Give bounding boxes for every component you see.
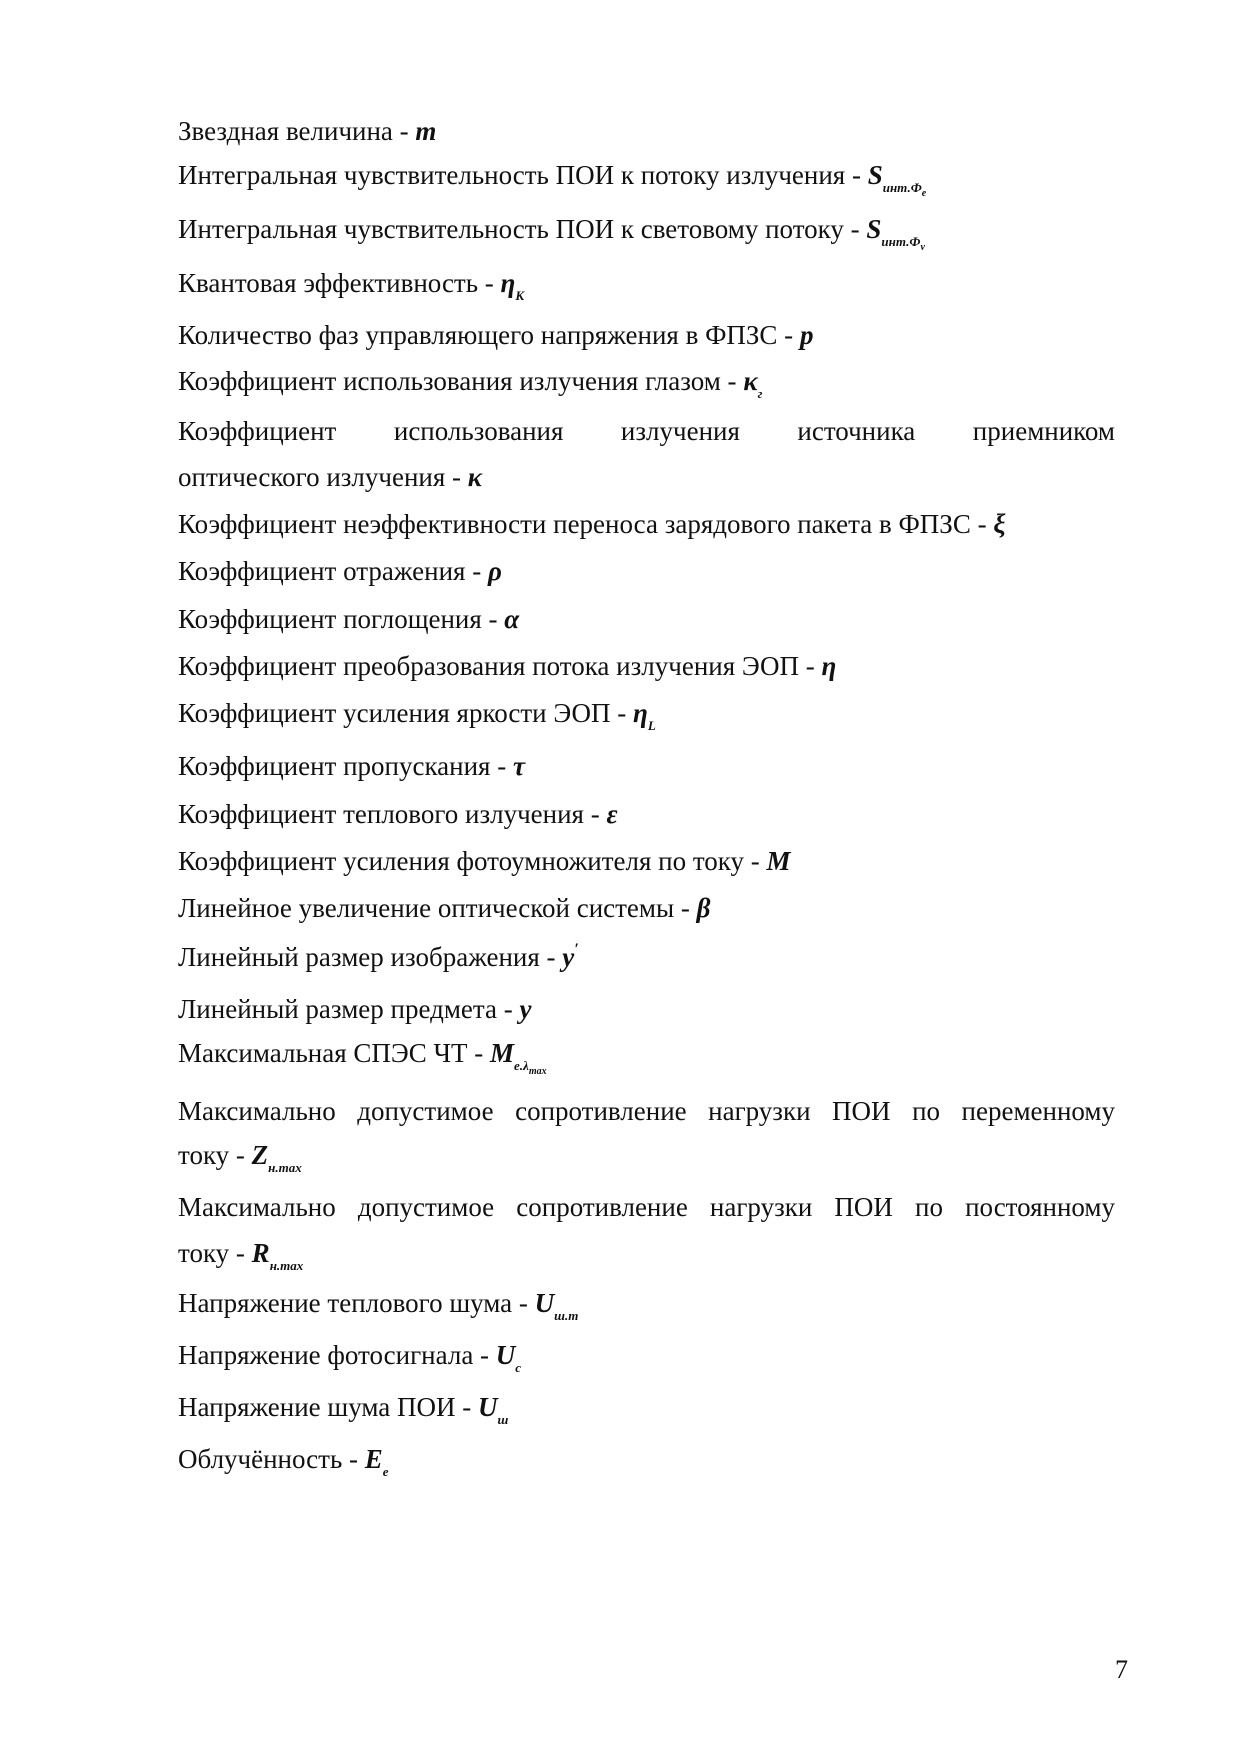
entry-symbol: $S_{инт.Ф_v}$	[866, 214, 925, 253]
entry-symbol: α	[504, 604, 520, 634]
list-item	[178, 362, 762, 400]
list-item	[178, 1440, 389, 1478]
entry-symbol: $Z_{н.max}$	[251, 1140, 302, 1175]
list-item	[178, 1188, 1115, 1226]
entry-label: Напряжение фотосигнала -	[178, 1340, 496, 1370]
list-item	[178, 1336, 521, 1374]
list-item	[178, 1034, 547, 1077]
page-number: 7	[1115, 1655, 1128, 1684]
entry-label: Коэффициент усиления фотоумножителя по току -	[178, 846, 767, 876]
entry-label: Коэффициент отражения -	[178, 556, 488, 586]
list-item	[178, 552, 502, 590]
list-item	[178, 316, 813, 354]
list-item	[178, 990, 532, 1028]
list-item	[178, 505, 1005, 543]
list-item	[178, 264, 524, 302]
list-item	[178, 842, 791, 880]
entry-label: Коэффициент пропускания -	[178, 751, 513, 781]
entry-label: Облучённость -	[178, 1444, 365, 1474]
entry-symbol: κ	[467, 462, 483, 492]
entry-symbol: p	[799, 320, 814, 350]
entry-label: Максимальная СПЭС ЧТ -	[178, 1038, 491, 1068]
entry-symbol: $M_{e.\lambda_{max}}$	[490, 1038, 547, 1077]
list-item	[178, 600, 519, 638]
entry-label: Коэффициент преобразования потока излучения ЭОП -	[178, 651, 822, 681]
entry-label: Количество фаз управляющего напряжения в ФПЗС -	[178, 320, 800, 350]
list-item	[178, 412, 1115, 450]
entry-label: Квантовая эффективность -	[178, 268, 501, 298]
entry-label: Коэффициент поглощения -	[178, 604, 505, 634]
entry-symbol: $\eta_К$	[500, 268, 525, 303]
list-item	[178, 889, 710, 927]
entry-label-line2: току -	[178, 1238, 252, 1268]
entry-symbol: $S_{инт.Ф_e}$	[867, 160, 927, 199]
list-item-continuation	[178, 458, 482, 496]
list-item	[178, 694, 656, 732]
entry-symbol: m	[415, 116, 437, 146]
list-item	[178, 210, 925, 253]
list-item	[178, 938, 579, 976]
entry-label-line2: оптического излучения -	[178, 462, 468, 492]
entry-label: Звездная величина -	[178, 116, 416, 146]
list-item	[178, 795, 618, 833]
list-item	[178, 1092, 1115, 1130]
entry-symbol: y	[519, 994, 532, 1024]
entry-label-line1: Максимально допустимое сопротивление нагрузки ПОИ по переменному	[178, 1096, 1115, 1126]
entry-label-line2: току -	[178, 1140, 252, 1170]
entry-symbol: τ	[512, 751, 525, 781]
entry-label: Коэффициент усиления яркости ЭОП -	[178, 698, 634, 728]
entry-label: Коэффициент использования излучения глазом -	[178, 366, 744, 396]
list-item-continuation	[178, 1136, 302, 1174]
entry-symbol: $R_{н.max}$	[251, 1238, 304, 1273]
entry-symbol: $U_с$	[495, 1340, 522, 1375]
list-item	[178, 647, 836, 685]
list-item	[178, 1388, 508, 1426]
entry-symbol: ε	[606, 799, 618, 829]
entry-symbol: $\kappa_г$	[743, 366, 763, 401]
entry-label: Коэффициент теплового излучения -	[178, 799, 607, 829]
entry-symbol: $U_{ш.т}$	[534, 1288, 579, 1323]
entry-label: Напряжение шума ПОИ -	[178, 1392, 478, 1422]
entry-label: Линейный размер изображения -	[178, 942, 563, 972]
list-item	[178, 1284, 578, 1322]
entry-symbol: M	[766, 846, 791, 876]
list-item	[178, 747, 525, 785]
entry-label: Линейный размер предмета -	[178, 994, 520, 1024]
entry-label: Напряжение теплового шума -	[178, 1288, 535, 1318]
entry-label: Коэффициент неэффективности переноса зарядового пакета в ФПЗС -	[178, 509, 994, 539]
entry-symbol: $E_e$	[364, 1444, 389, 1479]
entry-label-line1: Коэффициент использования излучения источника приемником	[178, 416, 1115, 446]
list-item-continuation	[178, 1234, 303, 1272]
entry-symbol: ξ	[993, 509, 1006, 539]
list-item	[178, 112, 436, 150]
entry-symbol: $U_ш$	[477, 1392, 509, 1427]
entry-label-line1: Максимально допустимое сопротивление нагрузки ПОИ по постоянному	[178, 1192, 1115, 1222]
entry-symbol: β	[696, 893, 711, 923]
entry-symbol: η	[821, 651, 837, 681]
entry-symbol: y′	[562, 941, 579, 972]
list-item	[178, 156, 927, 199]
entry-label: Линейное увеличение оптической системы -	[178, 893, 697, 923]
entry-symbol: $\eta_L$	[633, 698, 656, 733]
entry-label: Интегральная чувствительность ПОИ к потоку излучения -	[178, 160, 868, 190]
entry-label: Интегральная чувствительность ПОИ к световому потоку -	[178, 214, 867, 244]
entry-symbol: ρ	[487, 556, 502, 586]
